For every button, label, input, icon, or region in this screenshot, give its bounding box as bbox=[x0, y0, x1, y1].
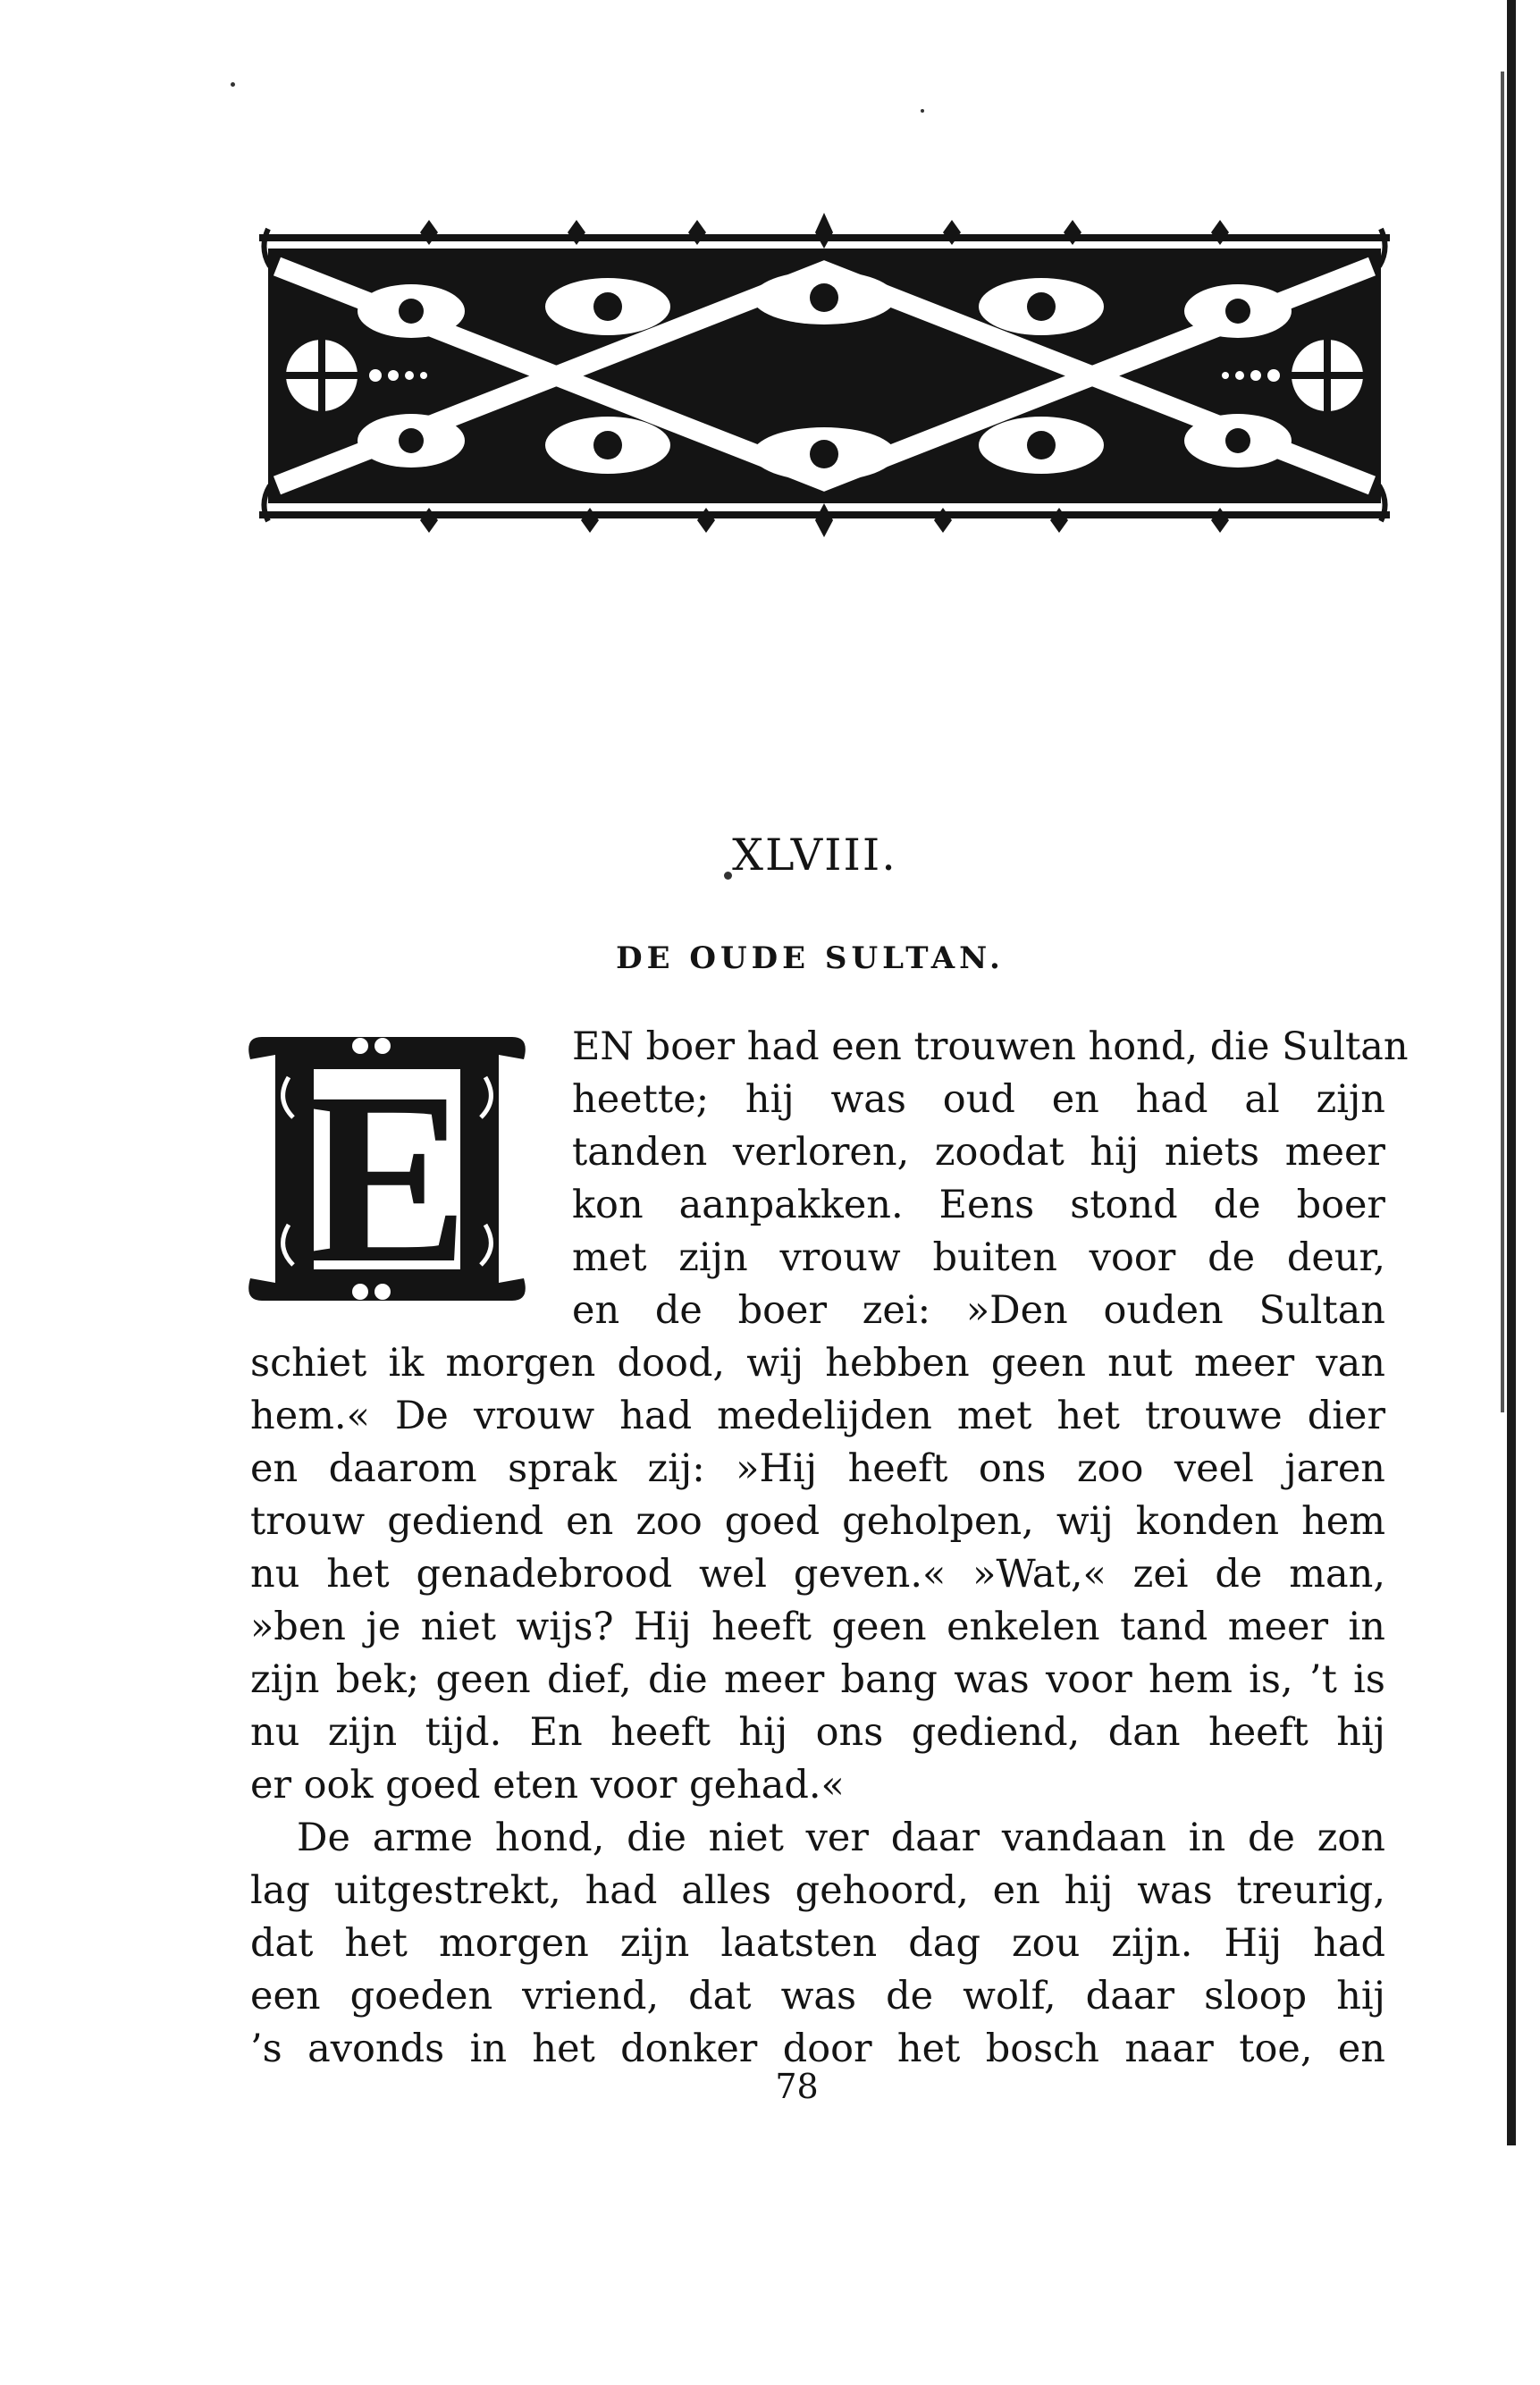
chapter-number: XLVIII. bbox=[732, 830, 897, 881]
text-line: heette; hij was oud en had al zijn bbox=[572, 1077, 1385, 1122]
text-line: schiet ik morgen dood, wij hebben geen nut meer van bbox=[250, 1341, 1385, 1386]
text-line: trouw gediend en zoo goed geholpen, wij konden hem bbox=[250, 1499, 1385, 1544]
text-line: nu het genadebrood wel geven.« »Wat,« zei de man, bbox=[250, 1552, 1385, 1597]
text-line: dat het morgen zijn laatsten dag zou zijn. Hij had bbox=[250, 1921, 1385, 1966]
text-line: met zijn vrouw buiten voor de deur, bbox=[572, 1235, 1385, 1280]
page-edge-shadow bbox=[1507, 0, 1516, 2145]
text-line: hem.« De vrouw had medelijden met het trouwe dier bbox=[250, 1394, 1385, 1438]
text-line: De arme hond, die niet ver daar vandaan in de zon bbox=[297, 1816, 1385, 1860]
opening-paragraph-narrow bbox=[572, 1021, 1409, 1337]
text-line: een goeden vriend, dat was de wolf, daar sloop hij bbox=[250, 1974, 1385, 2018]
page-number: 78 bbox=[775, 2067, 819, 2106]
drop-cap-letter: E bbox=[305, 1042, 469, 1314]
text-line: en de boer zei: »Den ouden Sultan bbox=[572, 1288, 1385, 1333]
text-line: »ben je niet wijs? Hij heeft geen enkelen tand meer in bbox=[250, 1605, 1385, 1649]
paper-speck bbox=[231, 82, 235, 87]
text-line: nu zijn tijd. En heeft hij ons gediend, dan heeft hij bbox=[250, 1710, 1385, 1755]
page-edge-shadow-inner bbox=[1501, 72, 1504, 1412]
body-text bbox=[250, 1337, 1385, 2076]
text-line: ’s avonds in het donker door het bosch naar toe, en bbox=[250, 2027, 1385, 2071]
text-line: EN boer had een trouwen hond, die Sultan bbox=[572, 1024, 1409, 1069]
text-line: lag uitgestrekt, had alles gehoord, en hij was treurig, bbox=[250, 1868, 1385, 1913]
chapter-title: DE OUDE SULTAN. bbox=[616, 940, 1005, 976]
text-line: er ook goed eten voor gehad.« bbox=[250, 1763, 845, 1808]
decorative-headpiece bbox=[259, 213, 1390, 539]
text-line: kon aanpakken. Eens stond de boer bbox=[572, 1183, 1385, 1227]
drop-cap-initial bbox=[240, 1019, 534, 1319]
paper-speck bbox=[921, 109, 924, 113]
paper-speck bbox=[724, 872, 732, 880]
text-line: zijn bek; geen dief, die meer bang was voor hem is, ’t is bbox=[250, 1657, 1385, 1702]
text-line: en daarom sprak zij: »Hij heeft ons zoo veel jaren bbox=[250, 1446, 1385, 1491]
text-line: tanden verloren, zoodat hij niets meer bbox=[572, 1130, 1385, 1175]
drop-cap-frame bbox=[240, 1019, 534, 1319]
